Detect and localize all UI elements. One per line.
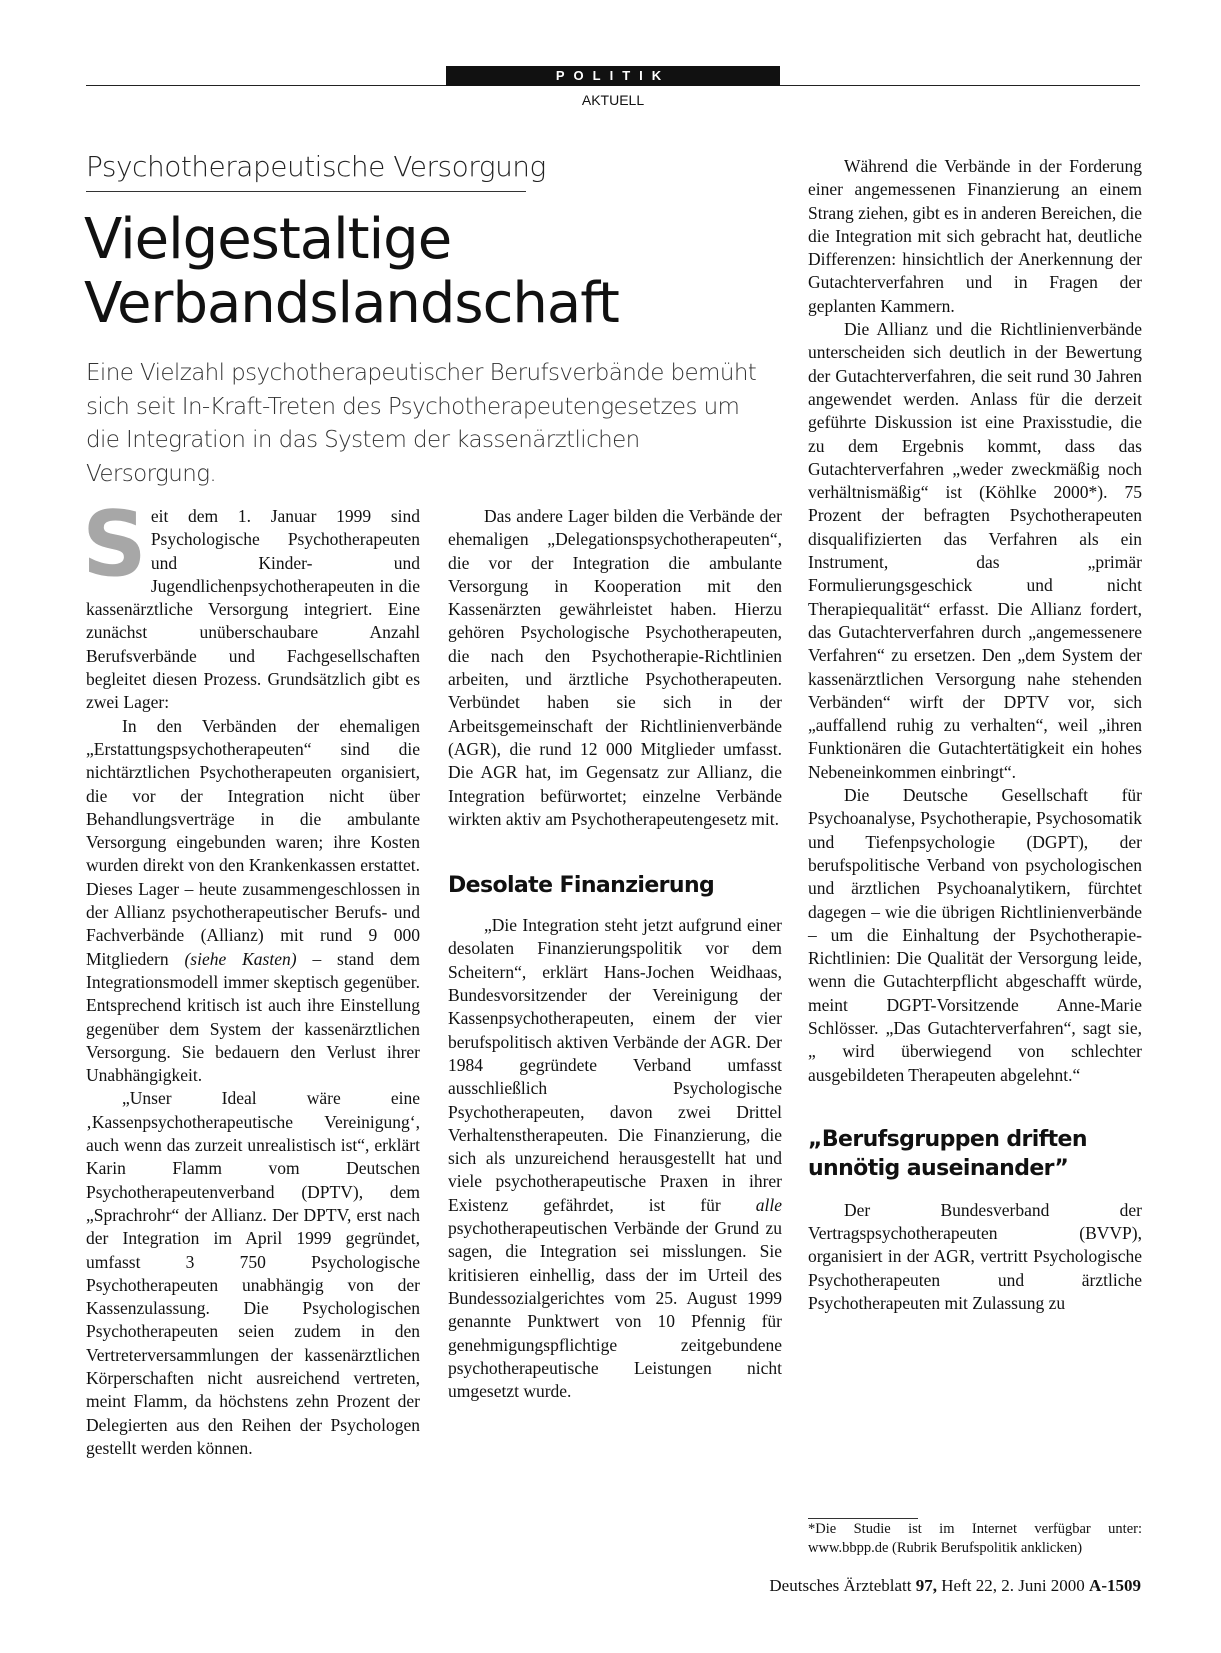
page-number: A-1509: [1089, 1576, 1141, 1595]
body-column-2: [448, 505, 782, 1403]
paragraph-italic: (siehe Kasten): [184, 948, 297, 969]
paragraph: Das andere Lager bilden die Verbände der ehemaligen „Delegationspsychotherapeuten“, die vor der Integration die ambulante Versorgung in Kooperation mit den Kassenärzten gewährleistet haben. Hierzu gehören Psychologische Psychotherapeuten, die nach den Psychotherapie-Richtlinien arbeiten, und ärztliche Psychotherapeuten. Verbündet haben sie sich in der Arbeitsgemeinschaft der Richtlinienverbände (AGR), die rund 12 000 Mitglieder umfasst. Die AGR hat, im Gegensatz zur Allianz, die Integration befürwortet; einzelne Verbände wirkten aktiv am Psychotherapeutengesetz mit.: [448, 506, 782, 829]
paragraph-italic: alle: [755, 1194, 782, 1215]
footnote-rule: [808, 1518, 918, 1519]
paragraph: [448, 914, 782, 1403]
subheading: Desolate Finanzierung: [448, 873, 715, 899]
footnote: *Die Studie ist im Internet verfügbar unter: www.bbpp.de (Rubrik Berufspolitik anklicken): [808, 1521, 1142, 1556]
paragraph: Der Bundesverband der Vertragspsychotherapeuten (BVVP), organisiert in der AGR, vertritt Psychologische Psychotherapeuten und ärztliche Psychotherapeuten mit Zulassung zu: [808, 1199, 1142, 1314]
body-column-1: [82, 492, 420, 1460]
paragraph-text: „Die Integration steht jetzt aufgrund einer desolaten Finanzierungspolitik vor dem Scheitern“, erklärt Hans-Jochen Weidhaas, Bundesvorsitzender der Vereinigung der Kassenpsychotherapeuten, einem der vier berufspolitisch aktiven Verbände der AGR. Der 1984 gegründete Verband umfasst ausschließlich Psychologische Psychotherapeuten, davon zwei Drittel Verhaltenstherapeuten. Die Finanzierung, die sich als unzureichend herausgestellt hat und viele psychotherapeutische Praxen in ihrer Existenz gefährdet, ist für: [448, 915, 782, 1215]
body-column-3: [808, 155, 1142, 1315]
paragraph: [86, 715, 420, 1088]
section-label: POLITIK: [446, 66, 780, 86]
article-dek: Eine Vielzahl psychotherapeutischer Berufsverbände bemüht sich seit In-Kraft-Treten des Psychotherapeutengesetzes um die Integration in das System der kassenärztlichen Versorgung.: [86, 360, 757, 487]
paragraph: Während die Verbände in der Forderung einer angemessenen Finanzierung an einem Strang ziehen, gibt es in anderen Bereichen, die die Integration mit sich gebracht hat, deutliche Differenzen: hinsichtlich der Anerkennung der Gutachterverfahren und in Fragen der geplanten Kammern.: [808, 156, 1142, 316]
article-kicker: Psychotherapeutische Versorgung: [86, 150, 546, 183]
paragraph-text: In den Verbänden der ehemaligen „Erstattungspsychotherapeuten“ sind die nichtärztlichen Psychotherapeuten organisiert, die vor der Integration nicht über Behandlungsverträge in die ambulante Versorgung eingebunden waren; ihre Kosten wurden direkt von den Krankenkassen erstattet. Dieses Lager – heute zusammengeschlossen in der Allianz psychotherapeutischer Berufs- und Fachverbände (Allianz) mit rund 9 000 Mitgliedern: [86, 715, 420, 969]
subheading: „Berufsgruppen driften unnötig auseinander”: [808, 1126, 1087, 1181]
paragraph: „Unser Ideal wäre eine ‚Kassenpsychotherapeutische Vereinigung‘, auch wenn das zurzeit unrealistisch ist“, erklärt Karin Flamm vom Deutschen Psychotherapeutenverband (DPTV), dem „Sprachrohr“ der Allianz. Der DPTV, erst nach der Integration im April 1999 gegründet, umfasst 3 750 Psychologische Psychotherapeuten unabhängig von der Kassenzulassung. Die Psychologischen Psychotherapeuten seien zudem in den Vertreterversammlungen der kassenärztlichen Körperschaften nicht ausreichend vertreten, meint Flamm, da höchstens zehn Prozent der Delegierten aus den Reihen der Psychologen gestellt werden können.: [86, 1088, 420, 1458]
drop-cap: S: [82, 492, 147, 597]
page-footer: [769, 1576, 1141, 1596]
paragraph-text: eit dem 1. Januar 1999 sind Psychologische Psychotherapeuten und Kinder- und Jugendlichenpsychotherapeuten in die kassenärztliche Versorgung integriert. Eine zunächst unüberschaubare Anzahl Berufsverbände und Fachgesellschaften begleitet diesen Prozess. Grundsätzlich gibt es zwei Lager:: [86, 506, 420, 713]
paragraph-text: psychotherapeutischen Verbände der Grund zu sagen, die Integration sei misslungen. Sie kritisieren einhellig, dass der im Urteil des Bundessozialgerichtes vom 25. August 1999 genannte Punktwert von 10 Pfennig für genehmigungspflichtige zeitgebundene psychotherapeutische Leistungen nicht umgesetzt wurde.: [448, 1218, 782, 1402]
article-headline: Vielgestaltige Verbandslandschaft: [84, 207, 619, 336]
kicker-underline: [86, 191, 526, 192]
paragraph: Die Deutsche Gesellschaft für Psychoanalyse, Psychotherapie, Psychosomatik und Tiefenpsychologie (DGPT), der berufspolitische Verband von psychologischen und ärztlichen Psychoanalytikern, fürchtet dagegen – wie die übrigen Richtlinienverbände – um die Einhaltung der Psychotherapie-Richtlinien: Die Qualität der Versorgung leide, wenn die Gutachterpflicht abgeschafft würde, meint DGPT-Vorsitzende Anne-Marie Schlösser. „Das Gutachterverfahren“, sagt sie, „ wird überwiegend von schlechter ausgebildeten Therapeuten abgelehnt.“: [808, 785, 1142, 1085]
paragraph: [82, 492, 420, 715]
volume-number: 97,: [915, 1576, 937, 1595]
journal-name: Deutsches Ärzteblatt: [769, 1576, 916, 1595]
paragraph: Die Allianz und die Richtlinienverbände unterscheiden sich deutlich in der Bewertung der Gutachterverfahren, die seit rund 30 Jahren angewendet werden. Anlass für die derzeit geführte Diskussion ist eine Praxisstudie, die zu dem Ergebnis kommt, dass das Gutachterverfahren „weder zweckmäßig noch verhältnismäßig“ ist (Köhlke 2000*). 75 Prozent der befragten Psychotherapeuten disqualifizierten das Verfahren als ein Instrument, das „primär Formulierungsgeschick und nicht Therapiequalität“ erfasst. Die Allianz fordert, das Gutachterverfahren durch „angemessenere Verfahren“ zu ersetzen. Den „dem System der kassenärztlichen Versorgung nahe stehenden Verbänden“ wirft der DPTV vor, sich „auffallend ruhig zu verhalten“, weil „ihren Funktionären die Gutachtertätigkeit ein hohes Nebeneinkommen einbringt“.: [808, 319, 1142, 782]
paragraph-text: – stand dem Integrationsmodell immer skeptisch gegenüber. Entsprechend kritisch ist auch ihre Einstellung gegenüber dem System der kassenärztlichen Versorgung. Sie bedauern den Verlust ihrer Unabhängigkeit.: [86, 948, 420, 1086]
subsection-label: AKTUELL: [581, 92, 645, 108]
issue-info: Heft 22, 2. Juni 2000: [937, 1576, 1090, 1595]
